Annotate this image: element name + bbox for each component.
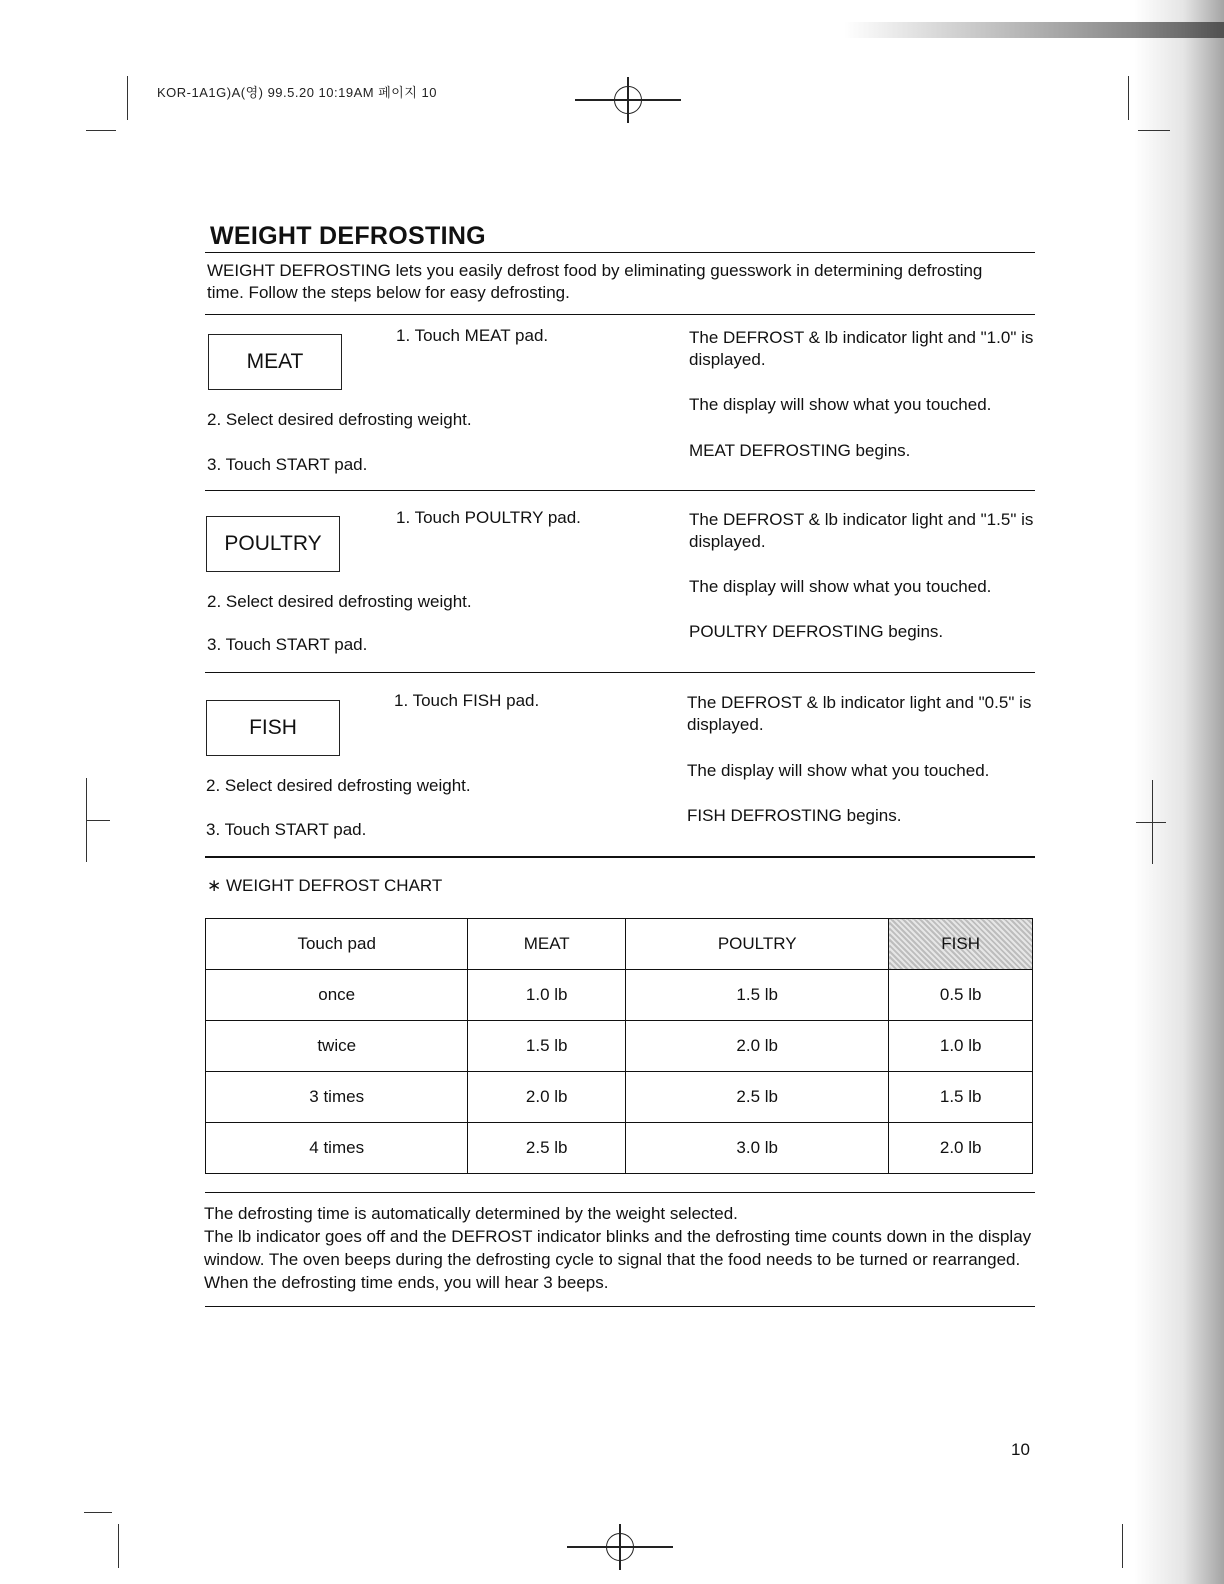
table-cell: 3.0 lb bbox=[626, 1123, 889, 1174]
table-cell: 4 times bbox=[206, 1123, 468, 1174]
poultry-note-2: The display will show what you touched. bbox=[689, 577, 992, 596]
fish-step-3: 3. Touch START pad. bbox=[206, 820, 367, 839]
chart-header: Touch pad bbox=[206, 919, 468, 970]
section-divider bbox=[205, 672, 1035, 673]
meat-step-1: 1. Touch MEAT pad. bbox=[396, 326, 549, 345]
chart-header: FISH bbox=[889, 919, 1033, 970]
table-cell: twice bbox=[206, 1021, 468, 1072]
registration-mark-icon bbox=[606, 1533, 634, 1561]
footer-paragraph bbox=[204, 1202, 1034, 1294]
fish-step-1: 1. Touch FISH pad. bbox=[394, 691, 540, 710]
fish-step-2: 2. Select desired defrosting weight. bbox=[206, 776, 471, 795]
table-cell: 2.0 lb bbox=[468, 1072, 626, 1123]
fish-note-3: FISH DEFROSTING begins. bbox=[687, 806, 902, 825]
fish-pad: FISH bbox=[206, 700, 340, 756]
meat-step-2: 2. Select desired defrosting weight. bbox=[207, 410, 472, 429]
table-row bbox=[206, 1021, 1033, 1072]
table-cell: 1.0 lb bbox=[468, 970, 626, 1021]
meat-note-1: The DEFROST & lb indicator light and "1.0" is displayed. bbox=[689, 328, 1034, 369]
section-divider bbox=[205, 314, 1035, 315]
meat-note-3: MEAT DEFROSTING begins. bbox=[689, 441, 911, 460]
page-title: WEIGHT DEFROSTING bbox=[210, 222, 486, 250]
poultry-note-3: POULTRY DEFROSTING begins. bbox=[689, 622, 944, 641]
table-cell: 2.0 lb bbox=[889, 1123, 1033, 1174]
section-divider bbox=[205, 490, 1035, 491]
chart-header: MEAT bbox=[468, 919, 626, 970]
table-cell: 2.5 lb bbox=[468, 1123, 626, 1174]
print-header: KOR-1A1G)A(영) 99.5.20 10:19AM 페이지 10 bbox=[157, 85, 437, 100]
scan-edge-shadow bbox=[1134, 0, 1224, 1584]
table-cell: 3 times bbox=[206, 1072, 468, 1123]
chart-header-row bbox=[206, 919, 1033, 970]
table-cell: 1.0 lb bbox=[889, 1021, 1033, 1072]
fish-note-2: The display will show what you touched. bbox=[687, 761, 990, 780]
chart-label: ∗ WEIGHT DEFROST CHART bbox=[207, 876, 443, 895]
weight-defrost-chart bbox=[205, 918, 1033, 1174]
crop-mark bbox=[86, 130, 116, 131]
scan-top-shadow bbox=[844, 22, 1224, 38]
crop-mark bbox=[1138, 130, 1170, 131]
section-divider bbox=[205, 856, 1035, 858]
crop-mark bbox=[127, 76, 128, 120]
crop-mark bbox=[1136, 822, 1166, 823]
crop-mark bbox=[1128, 76, 1129, 120]
table-cell: 1.5 lb bbox=[889, 1072, 1033, 1123]
table-row bbox=[206, 970, 1033, 1021]
footer-line-1: The defrosting time is automatically determined by the weight selected. bbox=[204, 1204, 738, 1223]
chart-header: POULTRY bbox=[626, 919, 889, 970]
section-divider bbox=[205, 1192, 1035, 1193]
table-row bbox=[206, 1123, 1033, 1174]
section-divider bbox=[205, 1306, 1035, 1307]
fish-note-1: The DEFROST & lb indicator light and "0.5" is displayed. bbox=[687, 693, 1032, 734]
poultry-step-2: 2. Select desired defrosting weight. bbox=[207, 592, 472, 611]
crop-mark bbox=[86, 820, 110, 821]
table-cell: once bbox=[206, 970, 468, 1021]
table-row bbox=[206, 1072, 1033, 1123]
page-number: 10 bbox=[1011, 1440, 1030, 1459]
crop-mark bbox=[118, 1524, 119, 1568]
title-rule bbox=[205, 252, 1035, 253]
crop-mark bbox=[1122, 1524, 1123, 1568]
crop-mark bbox=[84, 1512, 112, 1513]
table-cell: 2.5 lb bbox=[626, 1072, 889, 1123]
meat-step-3: 3. Touch START pad. bbox=[207, 455, 368, 474]
table-cell: 1.5 lb bbox=[468, 1021, 626, 1072]
meat-pad: MEAT bbox=[208, 334, 342, 390]
registration-mark-icon bbox=[614, 86, 642, 114]
poultry-step-3: 3. Touch START pad. bbox=[207, 635, 368, 654]
footer-line-2: The lb indicator goes off and the DEFROST indicator blinks and the defrosting time counts down in the display window. The oven beeps during the defrosting cycle to signal that the food needs to be turned or rearranged. When the defrosting time ends, you will hear 3 beeps. bbox=[204, 1227, 1032, 1292]
poultry-pad: POULTRY bbox=[206, 516, 340, 572]
table-cell: 1.5 lb bbox=[626, 970, 889, 1021]
poultry-step-1: 1. Touch POULTRY pad. bbox=[396, 508, 581, 527]
intro-paragraph: WEIGHT DEFROSTING lets you easily defrost food by eliminating guesswork in determining defrosting time. Follow the steps below for easy defrosting. bbox=[207, 261, 983, 302]
meat-note-2: The display will show what you touched. bbox=[689, 395, 992, 414]
table-cell: 2.0 lb bbox=[626, 1021, 889, 1072]
poultry-note-1: The DEFROST & lb indicator light and "1.5" is displayed. bbox=[689, 510, 1034, 551]
table-cell: 0.5 lb bbox=[889, 970, 1033, 1021]
